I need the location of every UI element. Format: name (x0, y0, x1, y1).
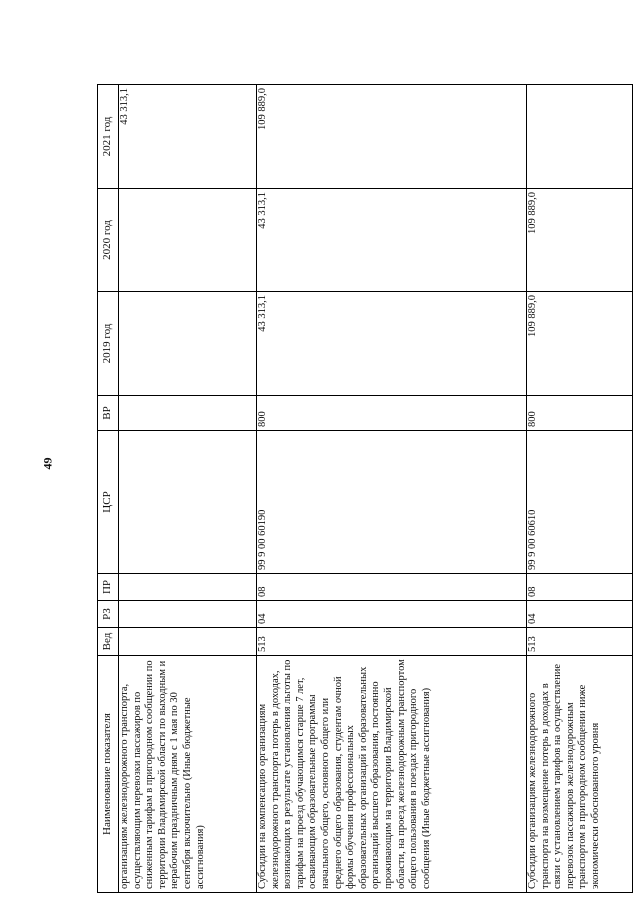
cell-2021: 43 313,1 (119, 85, 257, 189)
cell-2021: 109 889,0 (257, 85, 527, 189)
cell-rz: 04 (257, 601, 527, 628)
cell-2020: 43 313,1 (257, 189, 527, 292)
header-ved: Вед (98, 628, 119, 656)
cell-vr: 800 (527, 396, 633, 431)
cell-name: Субсидии организациям железнодорожного транспорта на возмещение потерь в доходах в связи с установлением тарифов на осуществление перевозок пассажиров железнодорожным транспортом в пригородном сообщении ниже экономически обоснованного уровня (527, 656, 633, 893)
header-2021: 2021 год (98, 85, 119, 189)
cell-csr (119, 431, 257, 574)
table-header-row (98, 85, 119, 893)
budget-table (97, 84, 633, 893)
cell-2021 (527, 85, 633, 189)
header-name: Наименование показателя (98, 656, 119, 893)
cell-vr (119, 396, 257, 431)
cell-rz (119, 601, 257, 628)
cell-2020 (119, 189, 257, 292)
cell-name: Субсидии на компенсацию организациям железнодорожного транспорта потерь в доходах, возникающих в результате установления льготы по тарифам на проезд обучающимся старше 7 лет, осваивающим образовательные программы начального общего, основного общего или среднего общего образования, студентам очной формы обучения профессиональных образовательных организаций и образовательных организаций высшего образования, постоянно проживающим на территории Владимирской области, на проезд железнодорожным транспортом общего пользования в поездах пригородного сообщения (Иные бюджетные ассигнования) (257, 656, 527, 893)
page-number: 49 (40, 457, 55, 470)
cell-csr: 99 9 00 60190 (257, 431, 527, 574)
cell-pr (119, 574, 257, 601)
cell-2019 (119, 292, 257, 396)
table-row (527, 85, 633, 893)
cell-rz: 04 (527, 601, 633, 628)
table-row (257, 85, 527, 893)
cell-ved: 513 (527, 628, 633, 656)
header-vr: ВР (98, 396, 119, 431)
cell-name: организациям железнодорожного транспорта, осуществляющим перевозки пассажиров по сниженным тарифам в пригородном сообщении по территории Владимирской области по выходным и нерабочим праздничным дням с 1 мая по 30 сентября включительно (Иные бюджетные ассигнования) (119, 656, 257, 893)
table-row (119, 85, 257, 893)
cell-2019: 109 889,0 (527, 292, 633, 396)
rotated-table-container (97, 85, 630, 893)
header-csr: ЦСР (98, 431, 119, 574)
cell-csr: 99 9 00 60610 (527, 431, 633, 574)
cell-pr: 08 (527, 574, 633, 601)
header-rz: РЗ (98, 601, 119, 628)
cell-pr: 08 (257, 574, 527, 601)
cell-2019: 43 313,1 (257, 292, 527, 396)
cell-ved (119, 628, 257, 656)
cell-ved: 513 (257, 628, 527, 656)
header-2020: 2020 год (98, 189, 119, 292)
cell-2020: 109 889,0 (527, 189, 633, 292)
header-2019: 2019 год (98, 292, 119, 396)
header-pr: ПР (98, 574, 119, 601)
cell-vr: 800 (257, 396, 527, 431)
